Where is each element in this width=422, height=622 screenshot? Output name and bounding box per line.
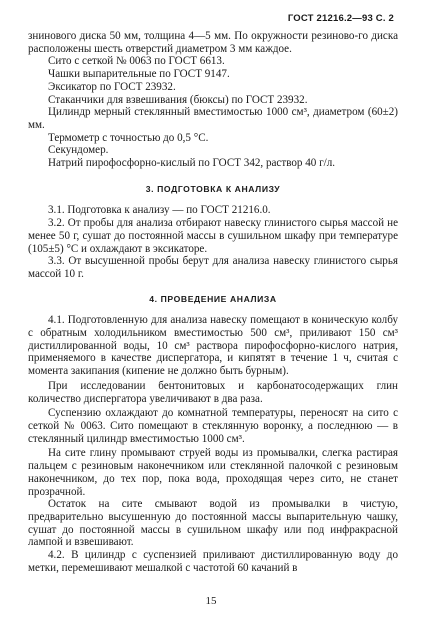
paragraph: 3.3. От высушенной пробы берут для анализа навеску глинистого сырья массой 10 г.: [28, 255, 398, 280]
section-heading: 3. ПОДГОТОВКА К АНАЛИЗУ: [145, 183, 281, 194]
paragraph: При исследовании бентонитовых и карбонатосодержащих глин количество диспергатора увеличивают в два раза.: [28, 379, 398, 405]
text-line: Чашки выпарительные по ГОСТ 9147.: [48, 68, 230, 81]
paragraph: 4.1. Подготовленную для анализа навеску помещают в коническую колбу с обратным холодильником вместимостью 500 см³, приливают 150 см³ дистиллированной воды, 10 см³ раствора пирофосфорно-кислого натрия, применяемого в качестве диспергатора, и кипятят в течение 1 ч, считая с момента закипания (кипение не должно быть бурным).: [28, 314, 398, 378]
section-heading: 4. ПРОВЕДЕНИЕ АНАЛИЗА: [149, 293, 277, 304]
document-body: [28, 30, 398, 574]
paragraph: Остаток на сите смывают водой из промывалки в чистую, предварительно высушенную до постоянной массы выпарительную чашку, сушат до постоянной массы в сушильном шкафу или под инфракрасной лампой и взвешивают.: [28, 498, 398, 549]
page-number: 15: [205, 595, 217, 607]
text-line: знинового диска 50 мм, толщина 4—5 мм. По окружности резиново-го диска расположены шесть отверстий диаметром 3 мм каждое.: [28, 30, 398, 55]
text-line: Стаканчики для взвешивания (бюксы) по ГОСТ 23932.: [48, 93, 308, 106]
paragraph: 3.2. От пробы для анализа отбирают навеску глинистого сырья массой не менее 50 г, сушат до постоянной массы в сушильном шкафу при температуре (105±5) °С и охлаждают в эксикаторе.: [28, 217, 398, 255]
text-line: Сито с сеткой № 0063 по ГОСТ 6613.: [48, 55, 225, 68]
text-line: Цилиндр мерный стеклянный вместимостью 1000 см³, диаметром (60±2) мм.: [28, 106, 398, 131]
text-line: Эксикатор по ГОСТ 23932.: [48, 80, 176, 93]
text-line: Термометр с точностью до 0,5 °С.: [48, 131, 209, 144]
paragraph: 4.2. В цилиндр с суспензией приливают дистиллированную воду до метки, перемешивают мешалкой с частотой 60 качаний в: [28, 549, 398, 574]
paragraph: Суспензию охлаждают до комнатной температуры, переносят на сито с сеткой № 0063. Сито помещают в стеклянную воронку, а последнюю — в стеклянный цилиндр вместимостью 1000 см³.: [28, 407, 398, 445]
text-line: Натрий пирофосфорно-кислый по ГОСТ 342, раствор 40 г/л.: [48, 157, 336, 170]
paragraph: 3.1. Подготовка к анализу — по ГОСТ 21216.0.: [48, 204, 271, 217]
paragraph: На сите глину промывают струей воды из промывалки, слегка растирая пальцем с резиновым наконечником или стеклянной палочкой с резиновым наконечником, до тех пор, пока вода, проходящая через сито, не станет прозрачной.: [28, 447, 398, 498]
text-line: Секундомер.: [48, 144, 109, 157]
page-header: ГОСТ 21216.2—93 С. 2: [287, 13, 394, 24]
